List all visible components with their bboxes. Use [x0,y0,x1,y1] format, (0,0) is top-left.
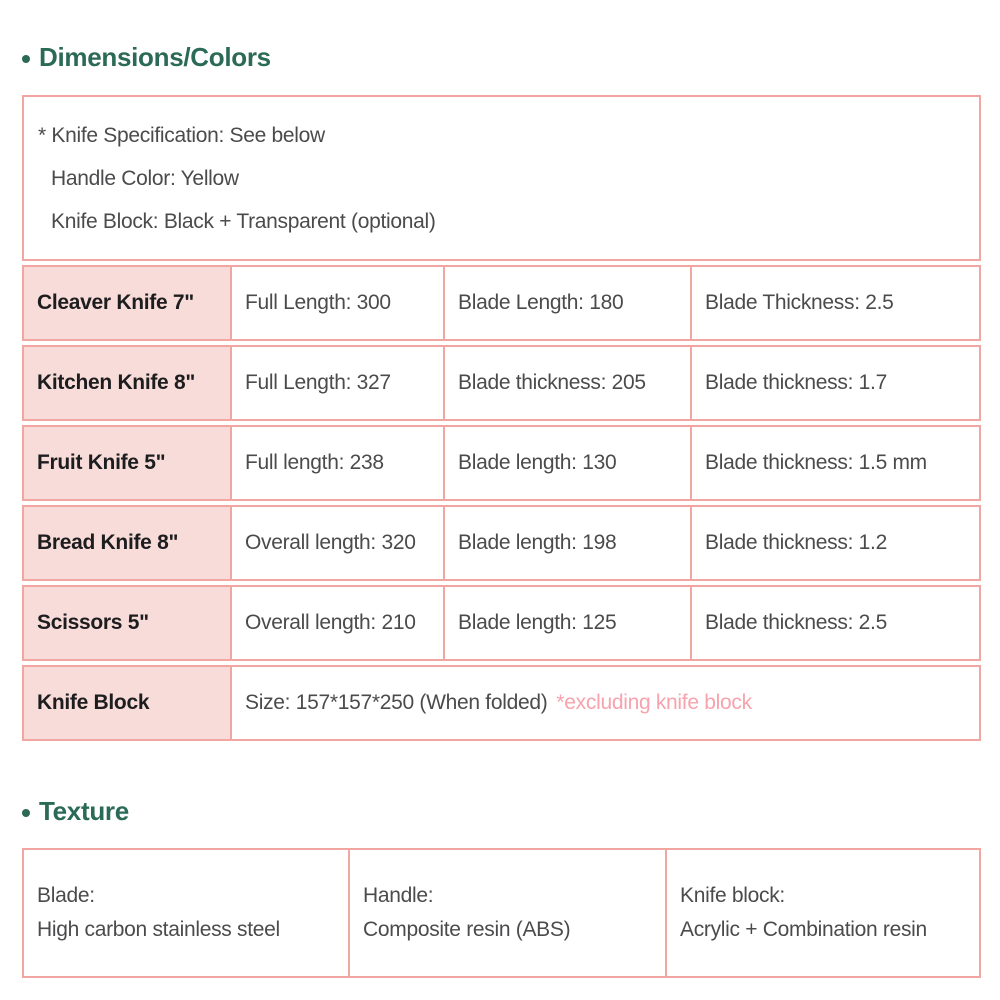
table-row-cleaver-knife [22,265,981,341]
knife-block-size-text: Size: 157*157*250 (When folded) [245,691,548,714]
note-line-knife-specification: * Knife Specification: See below [38,123,325,147]
blade-material-cell [24,850,348,976]
texture-heading-text: Texture [39,796,129,826]
spec-note-row [22,95,981,261]
texture-table [22,848,981,978]
blade-length-cell: Blade thickness: 205 [443,347,690,419]
note-line-handle-color: Handle Color: Yellow [51,166,239,190]
blade-thickness-cell: Blade thickness: 1.7 [690,347,979,419]
row-label: Cleaver Knife 7" [24,267,230,339]
blade-length-cell: Blade length: 198 [443,507,690,579]
texture-section-heading [22,796,129,827]
note-line-knife-block: Knife Block: Black + Transparent (optional) [51,209,436,233]
table-row-knife-block [22,665,981,741]
dimensions-table [22,95,981,741]
full-length-cell: Overall length: 320 [230,507,443,579]
handle-material-title: Handle: [363,884,434,907]
blade-length-cell: Blade length: 130 [443,427,690,499]
full-length-cell: Full length: 238 [230,427,443,499]
blade-thickness-cell: Blade thickness: 2.5 [690,587,979,659]
dimensions-heading-text: Dimensions/Colors [39,42,271,72]
blade-thickness-cell: Blade thickness: 1.5 mm [690,427,979,499]
blade-length-cell: Blade length: 125 [443,587,690,659]
table-row-bread-knife [22,505,981,581]
bullet-icon [22,55,30,63]
blade-material-value: High carbon stainless steel [37,918,280,941]
full-length-cell: Full Length: 300 [230,267,443,339]
table-row-scissors [22,585,981,661]
handle-material-cell [348,850,665,976]
blade-thickness-cell: Blade Thickness: 2.5 [690,267,979,339]
knife-block-material-value: Acrylic + Combination resin [680,918,927,941]
full-length-cell: Overall length: 210 [230,587,443,659]
excluding-knife-block-note: *excluding knife block [556,691,752,714]
dimensions-section-heading [22,42,271,73]
table-row-kitchen-knife [22,345,981,421]
row-label: Bread Knife 8" [24,507,230,579]
row-label: Kitchen Knife 8" [24,347,230,419]
table-row-fruit-knife [22,425,981,501]
row-label: Knife Block [24,667,230,739]
blade-thickness-cell: Blade thickness: 1.2 [690,507,979,579]
full-length-cell: Full Length: 327 [230,347,443,419]
blade-length-cell: Blade Length: 180 [443,267,690,339]
row-label: Scissors 5" [24,587,230,659]
knife-block-material-cell [665,850,979,976]
bullet-icon [22,809,30,817]
row-label: Fruit Knife 5" [24,427,230,499]
knife-block-material-title: Knife block: [680,884,785,907]
handle-material-value: Composite resin (ABS) [363,918,571,941]
texture-table-row [22,848,981,978]
knife-block-size-cell [230,667,979,739]
blade-material-title: Blade: [37,884,95,907]
